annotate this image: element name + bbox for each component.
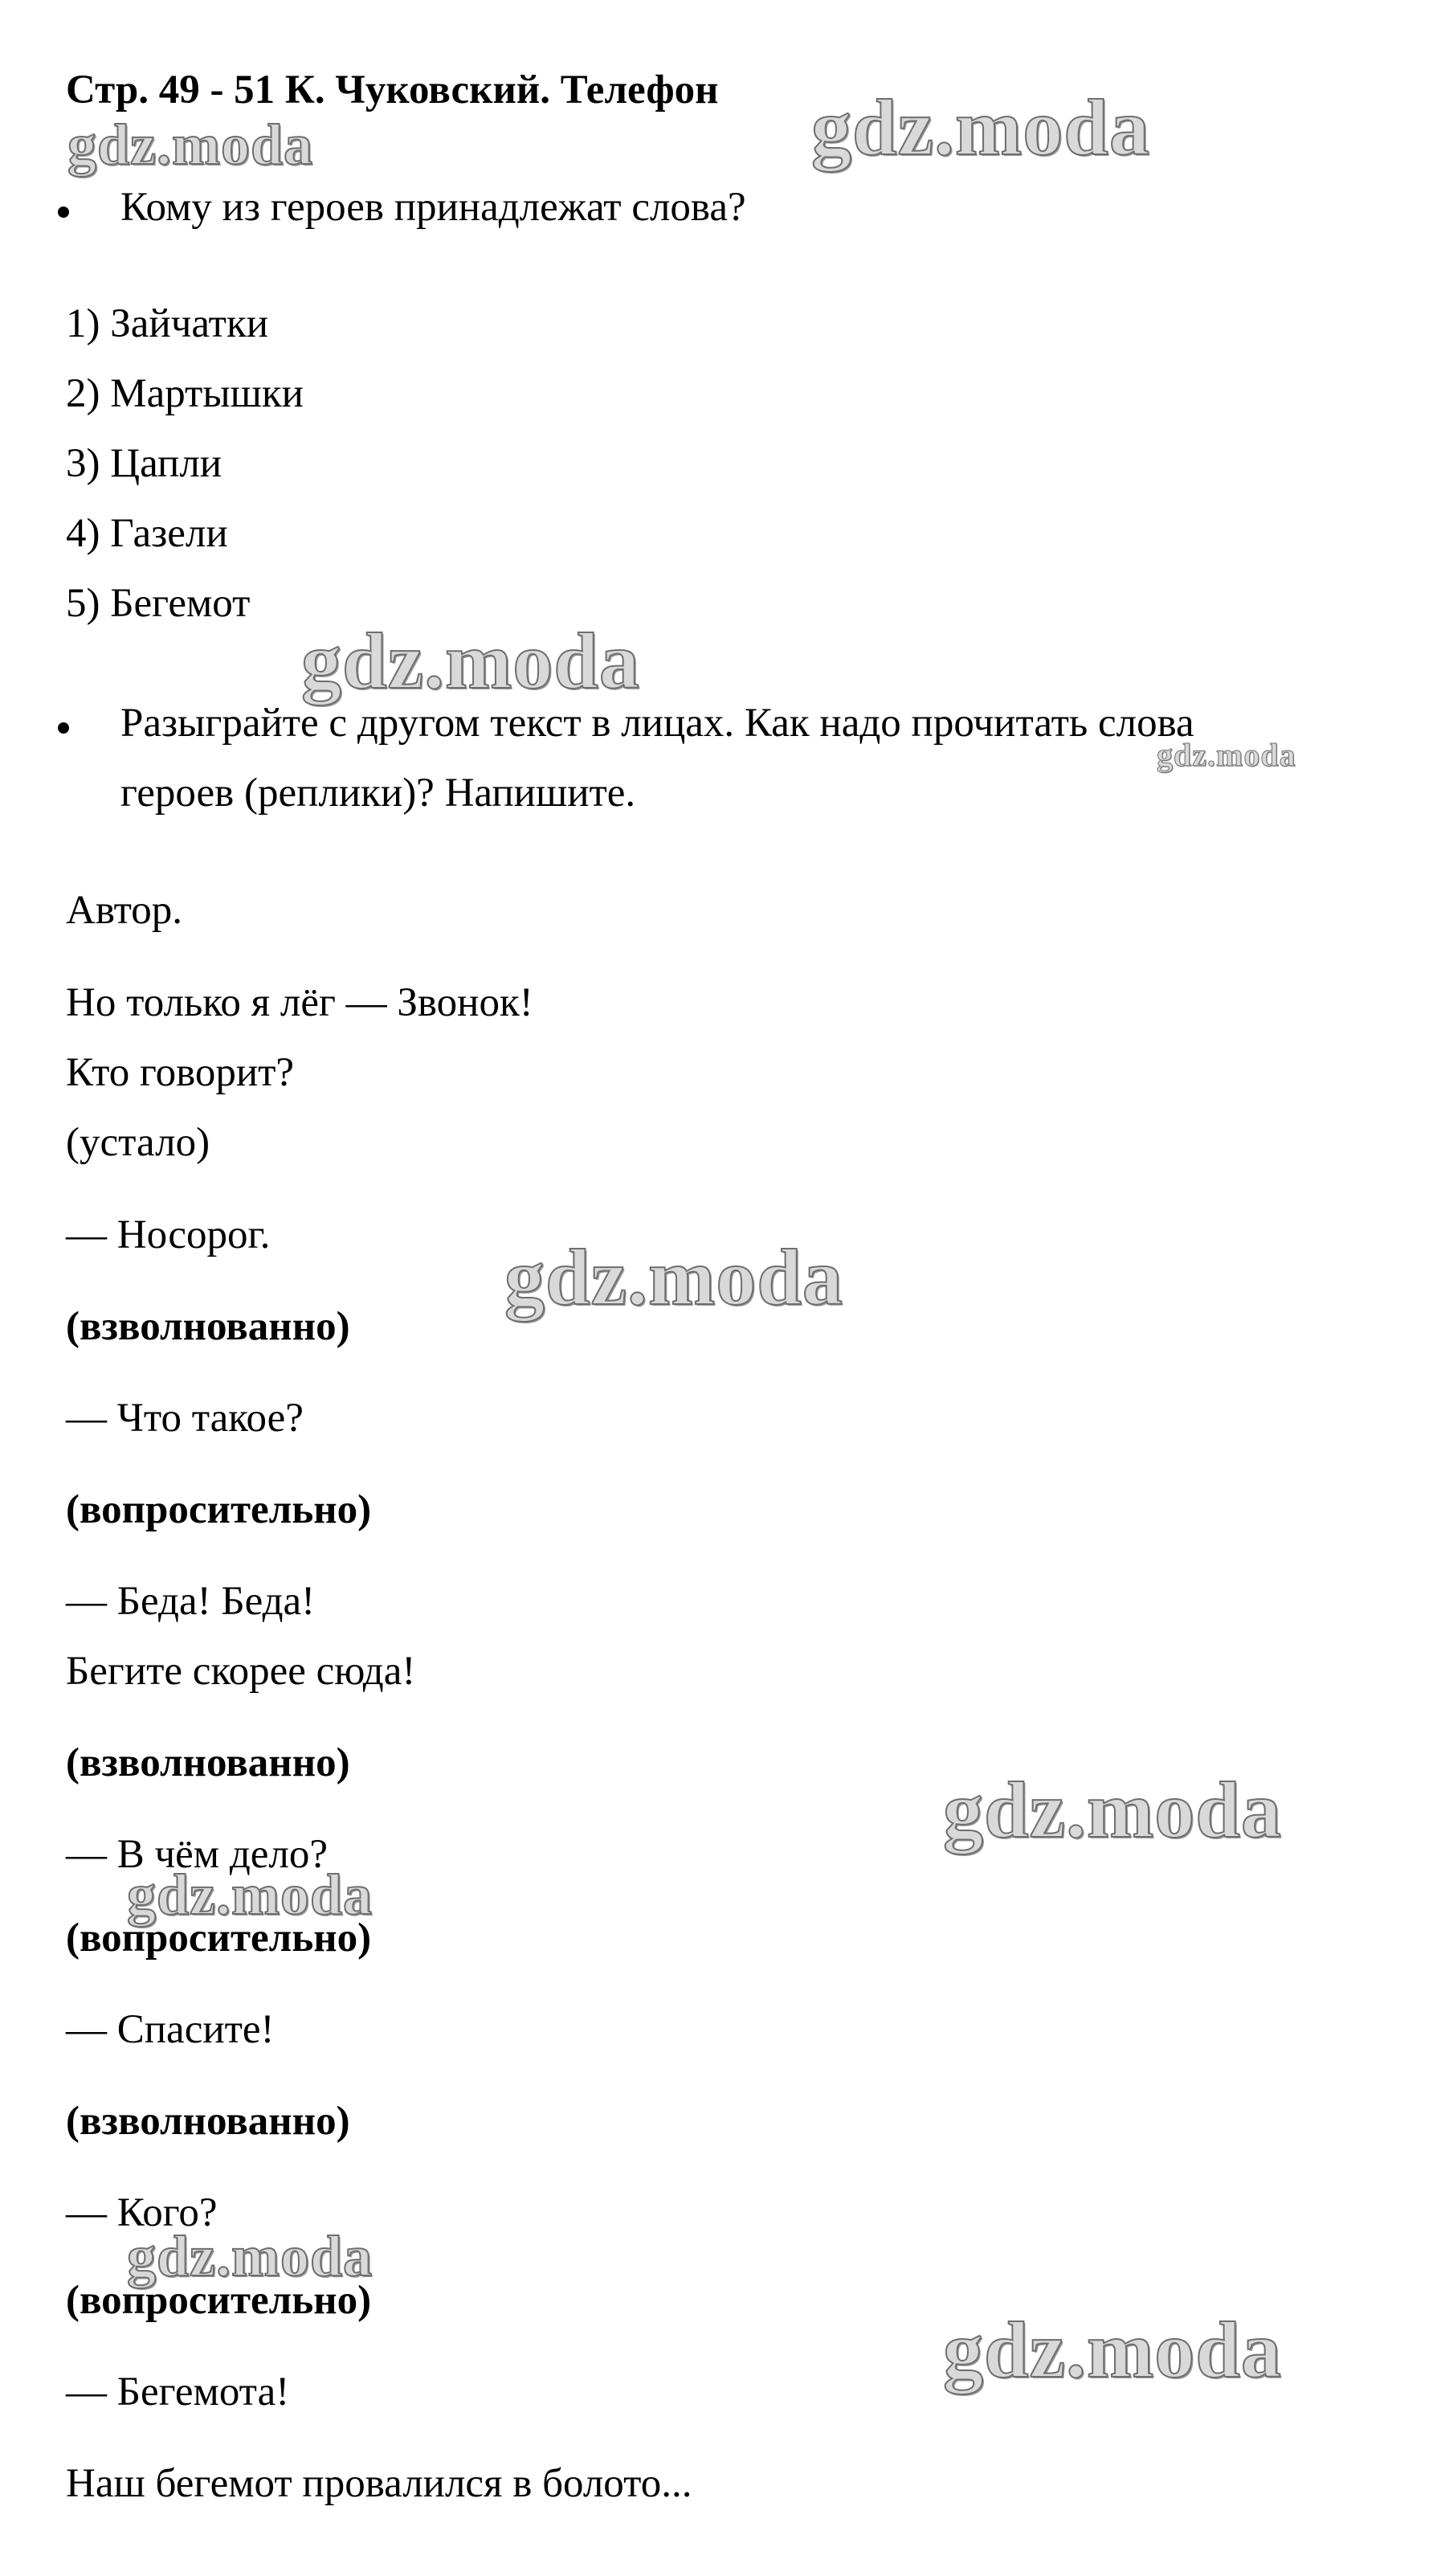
reading-note: (вопросительно) — [66, 1487, 372, 1532]
watermark-logo: gdz.moda — [127, 1862, 373, 1927]
dialogue-line: Бегите скорее сюда! — [66, 1649, 416, 1694]
answer-item: 4) Газели — [66, 511, 228, 556]
dialogue-line: — Беда! Беда! — [66, 1579, 316, 1624]
answer-item: 1) Зайчатки — [66, 301, 269, 346]
question-1: Кому из героев принадлежат слова? — [120, 185, 746, 230]
reading-note: (вопросительно) — [66, 2278, 372, 2323]
answer-item: 2) Мартышки — [66, 371, 304, 416]
reading-note: (вопросительно) — [66, 1916, 372, 1961]
reading-note: (взволнованно) — [66, 2099, 350, 2144]
answer-item: 5) Бегемот — [66, 581, 251, 626]
watermark-logo: gdz.moda — [943, 2305, 1282, 2394]
dialogue-line: Наш бегемот провалился в болото... — [66, 2461, 692, 2506]
answer-item: 3) Цапли — [66, 441, 222, 486]
bullet-2 — [58, 722, 69, 734]
dialogue-line: — Кого? — [66, 2190, 218, 2235]
question-2-line-1: Разыграйте с другом текст в лицах. Как надо прочитать слова — [120, 701, 1194, 746]
bullet-1 — [58, 206, 69, 218]
watermark-logo: gdz.moda — [67, 112, 314, 177]
watermark-logo: gdz.moda — [943, 1765, 1282, 1854]
dialogue-line: — В чём дело? — [66, 1832, 328, 1877]
watermark-logo: gdz.moda — [1157, 737, 1296, 773]
dialogue-line: — Носорог. — [66, 1212, 271, 1257]
page-title: Стр. 49 - 51 К. Чуковский. Телефон — [66, 67, 719, 112]
dialogue-line: (устало) — [66, 1120, 210, 1165]
reading-note: (взволнованно) — [66, 1740, 350, 1785]
watermark-logo: gdz.moda — [127, 2224, 373, 2288]
dialogue-line: — Что такое? — [66, 1396, 304, 1441]
dialogue-line: Кто говорит? — [66, 1050, 295, 1095]
dialogue-line: — Бегемота! — [66, 2370, 290, 2414]
dialogue-line: — Спасите! — [66, 2007, 275, 2052]
question-2-line-2: героев (реплики)? Напишите. — [120, 771, 636, 816]
watermark-logo: gdz.moda — [301, 616, 640, 705]
watermark-logo: gdz.moda — [811, 83, 1150, 172]
reading-note: (взволнованно) — [66, 1304, 350, 1349]
dialogue-line: Но только я лёг — Звонок! — [66, 980, 533, 1025]
dialogue-line: Автор. — [66, 888, 183, 933]
watermark-logo: gdz.moda — [504, 1233, 843, 1322]
